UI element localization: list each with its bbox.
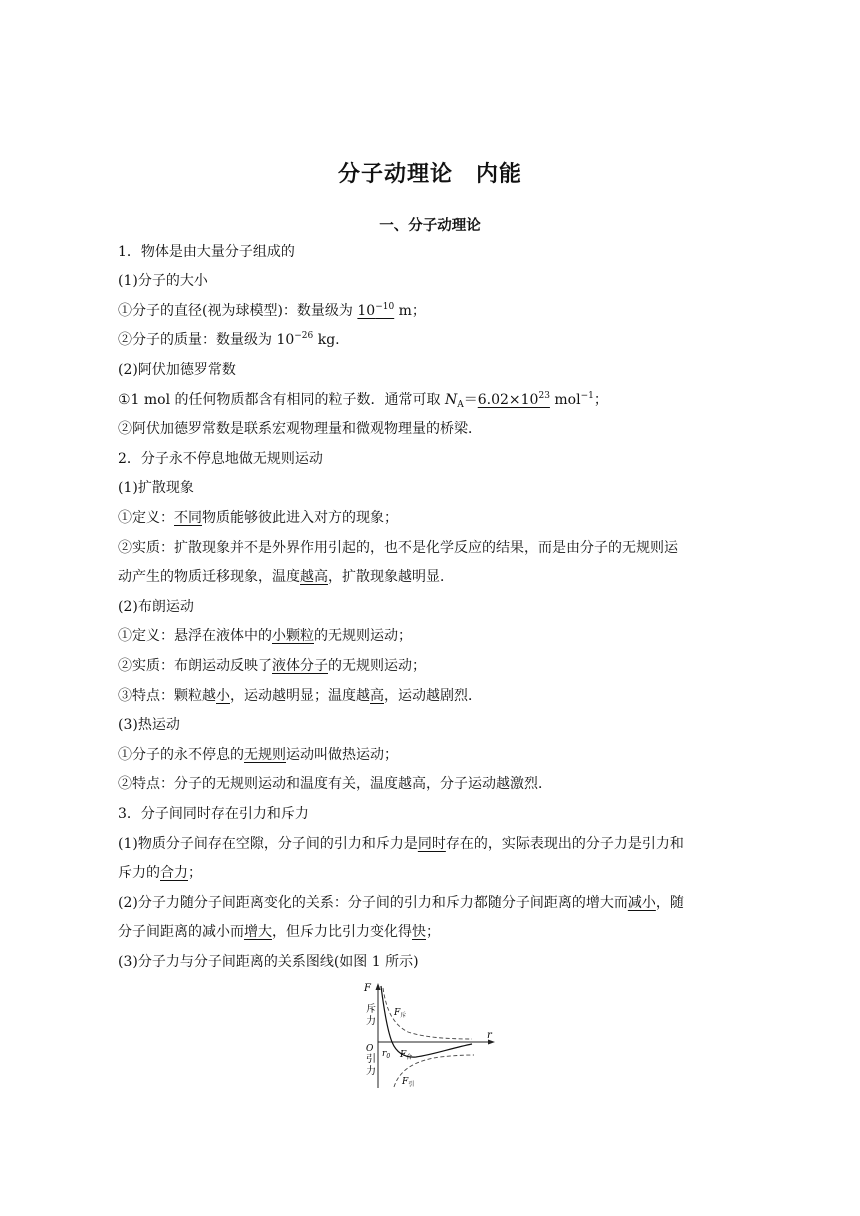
text-span: (1)物质分子间存在空隙，分子间的引力和斥力是 (118, 836, 418, 852)
text-span: 物质能够彼此进入对方的现象； (202, 510, 398, 526)
exponent: −10 (375, 302, 395, 312)
axis-r-label: r (487, 1030, 492, 1041)
text-span: ①分子的直径(视为球模型)：数量级为 (118, 303, 358, 319)
diffusion-essence-line-1: ②实质：扩散现象并不是外界作用引起的，也不是化学反应的结果，而是由分子的无规则运 (118, 540, 678, 556)
subpoint-brownian: (2)布朗运动 (118, 599, 194, 615)
force-item-3-line: (3)分子力与分子间距离的关系图线(如图 1 所示) (118, 954, 419, 970)
subpoint-molecule-size: (1)分子的大小 (118, 273, 208, 289)
subscript: A (457, 400, 464, 410)
answer-underline: 不同 (174, 510, 202, 526)
text-span: 存在的，实际表现出的分子力是引力和 (445, 836, 684, 852)
r0-subscript: 0 (386, 1053, 391, 1060)
force-item-1-line-2 (118, 863, 740, 883)
r0-symbol: r (382, 1049, 387, 1059)
text-span: ，运动越明显；温度越 (230, 688, 370, 704)
answer-underline (357, 303, 394, 319)
text-span: ①分子的永不停息的 (118, 747, 244, 763)
f-repulsion-subscript: 斥 (400, 1012, 407, 1019)
vertical-label-char: 斥 (366, 1004, 376, 1015)
symbol-n: N (445, 392, 458, 408)
text-span: 的无规则运动； (314, 628, 412, 644)
f-symbol: F (402, 1077, 409, 1087)
force-item-1-line-1 (118, 834, 740, 854)
answer-underline: 小 (216, 688, 230, 704)
avogadro-value-line (118, 390, 740, 410)
text-span: ①定义： (118, 510, 174, 526)
answer-underline: 同时 (417, 836, 446, 852)
f-net-subscript: 合 (406, 1054, 413, 1061)
molecule-diameter-line (118, 301, 740, 321)
answer-underline: 越高 (300, 569, 328, 585)
vertical-label-char: 力 (366, 1016, 376, 1027)
molecule-mass-line (118, 330, 740, 350)
text-span: (2)分子力随分子间距离变化的关系：分子间的引力和斥力都随分子间距离的增大而 (118, 895, 628, 911)
force-item-2-line-1 (118, 893, 740, 913)
text-span: ②实质：布朗运动反映了 (118, 658, 272, 674)
axis-f-label: F (364, 983, 371, 994)
diffusion-definition-line (118, 508, 740, 528)
molecular-force-diagram (360, 980, 500, 1092)
text-span: ； (426, 924, 440, 940)
f-repulsion-label (393, 1008, 406, 1019)
answer-underline (478, 392, 550, 408)
text-span: 运动叫做热运动； (286, 747, 398, 763)
text-span: 10 (357, 303, 376, 319)
brownian-feature-line (118, 686, 740, 706)
f-attraction-label (401, 1077, 414, 1088)
exponent: 23 (538, 391, 550, 401)
subpoint-diffusion: (1)扩散现象 (118, 480, 194, 496)
answer-underline: 快 (412, 924, 426, 940)
answer-underline: 增大 (244, 924, 272, 940)
point-3-heading: 3．分子间同时存在引力和斥力 (118, 806, 309, 822)
answer-underline: 小颗粒 (272, 628, 314, 644)
text-span: 的无规则运动； (328, 658, 426, 674)
f-axis-arrow (376, 983, 381, 990)
section-heading: 一、分子动理论 (379, 218, 481, 234)
text-span: ①1 mol 的任何物质都含有相同的粒子数．通常可取 (118, 392, 445, 408)
point-1-heading: 1．物体是由大量分子组成的 (118, 244, 295, 260)
answer-underline: 无规则 (244, 747, 286, 763)
text-span: ②分子的质量：数量级为 10 (118, 332, 295, 348)
f-symbol: F (400, 1050, 407, 1060)
origin-label: O (366, 1044, 374, 1054)
thermal-feature-line: ②特点：分子的无规则运动和温度有关，温度越高，分子运动越激烈． (118, 776, 552, 792)
answer-underline: 液体分子 (272, 658, 328, 674)
text-span: 动产生的物质迁移现象，温度 (118, 569, 300, 585)
brownian-definition-line (118, 626, 740, 646)
subpoint-thermal-motion: (3)热运动 (118, 717, 180, 733)
text-span: ③特点：颗粒越 (118, 688, 216, 704)
answer-underline: 高 (370, 688, 384, 704)
text-span: 分子间距离的减小而 (118, 924, 244, 940)
text-span: 斥力的 (118, 865, 160, 881)
brownian-essence-line (118, 656, 740, 676)
force-item-2-line-2 (118, 922, 740, 942)
text-span: ； (188, 865, 202, 881)
repulsion-axis-label (366, 1003, 376, 1027)
text-span: 6.02×10 (477, 392, 539, 408)
text-span: ； (593, 392, 608, 408)
page-title: 分子动理论 内能 (337, 162, 522, 187)
text-span: mol (549, 392, 581, 408)
text-span: ＝ (463, 392, 478, 408)
avogadro-bridge-line: ②阿伏加德罗常数是联系宏观物理量和微观物理量的桥梁． (118, 421, 482, 437)
text-span: ①定义：悬浮在液体中的 (118, 628, 272, 644)
f-symbol: F (394, 1008, 401, 1018)
vertical-label-char: 引 (366, 1054, 376, 1065)
f-attraction-subscript: 引 (408, 1081, 415, 1088)
text-span: m； (394, 303, 426, 319)
exponent: −1 (580, 391, 594, 401)
f-net-label (399, 1050, 412, 1061)
thermal-definition-line (118, 745, 740, 765)
text-span: kg. (313, 332, 340, 348)
point-2-heading: 2．分子永不停息地做无规则运动 (118, 451, 323, 467)
attraction-axis-label (366, 1052, 376, 1077)
text-span: ，但斥力比引力变化得 (272, 924, 412, 940)
answer-underline: 合力 (160, 865, 188, 881)
vertical-label-char: 力 (366, 1066, 376, 1077)
subpoint-avogadro: (2)阿伏加德罗常数 (118, 362, 236, 378)
diffusion-essence-line-2 (118, 567, 740, 587)
exponent: −26 (294, 331, 314, 341)
answer-underline: 减小 (627, 895, 656, 911)
text-span: ，随 (655, 895, 684, 911)
text-span: ，扩散现象越明显． (328, 569, 454, 585)
text-span: ，运动越剧烈． (384, 688, 482, 704)
r0-label (382, 1049, 390, 1060)
